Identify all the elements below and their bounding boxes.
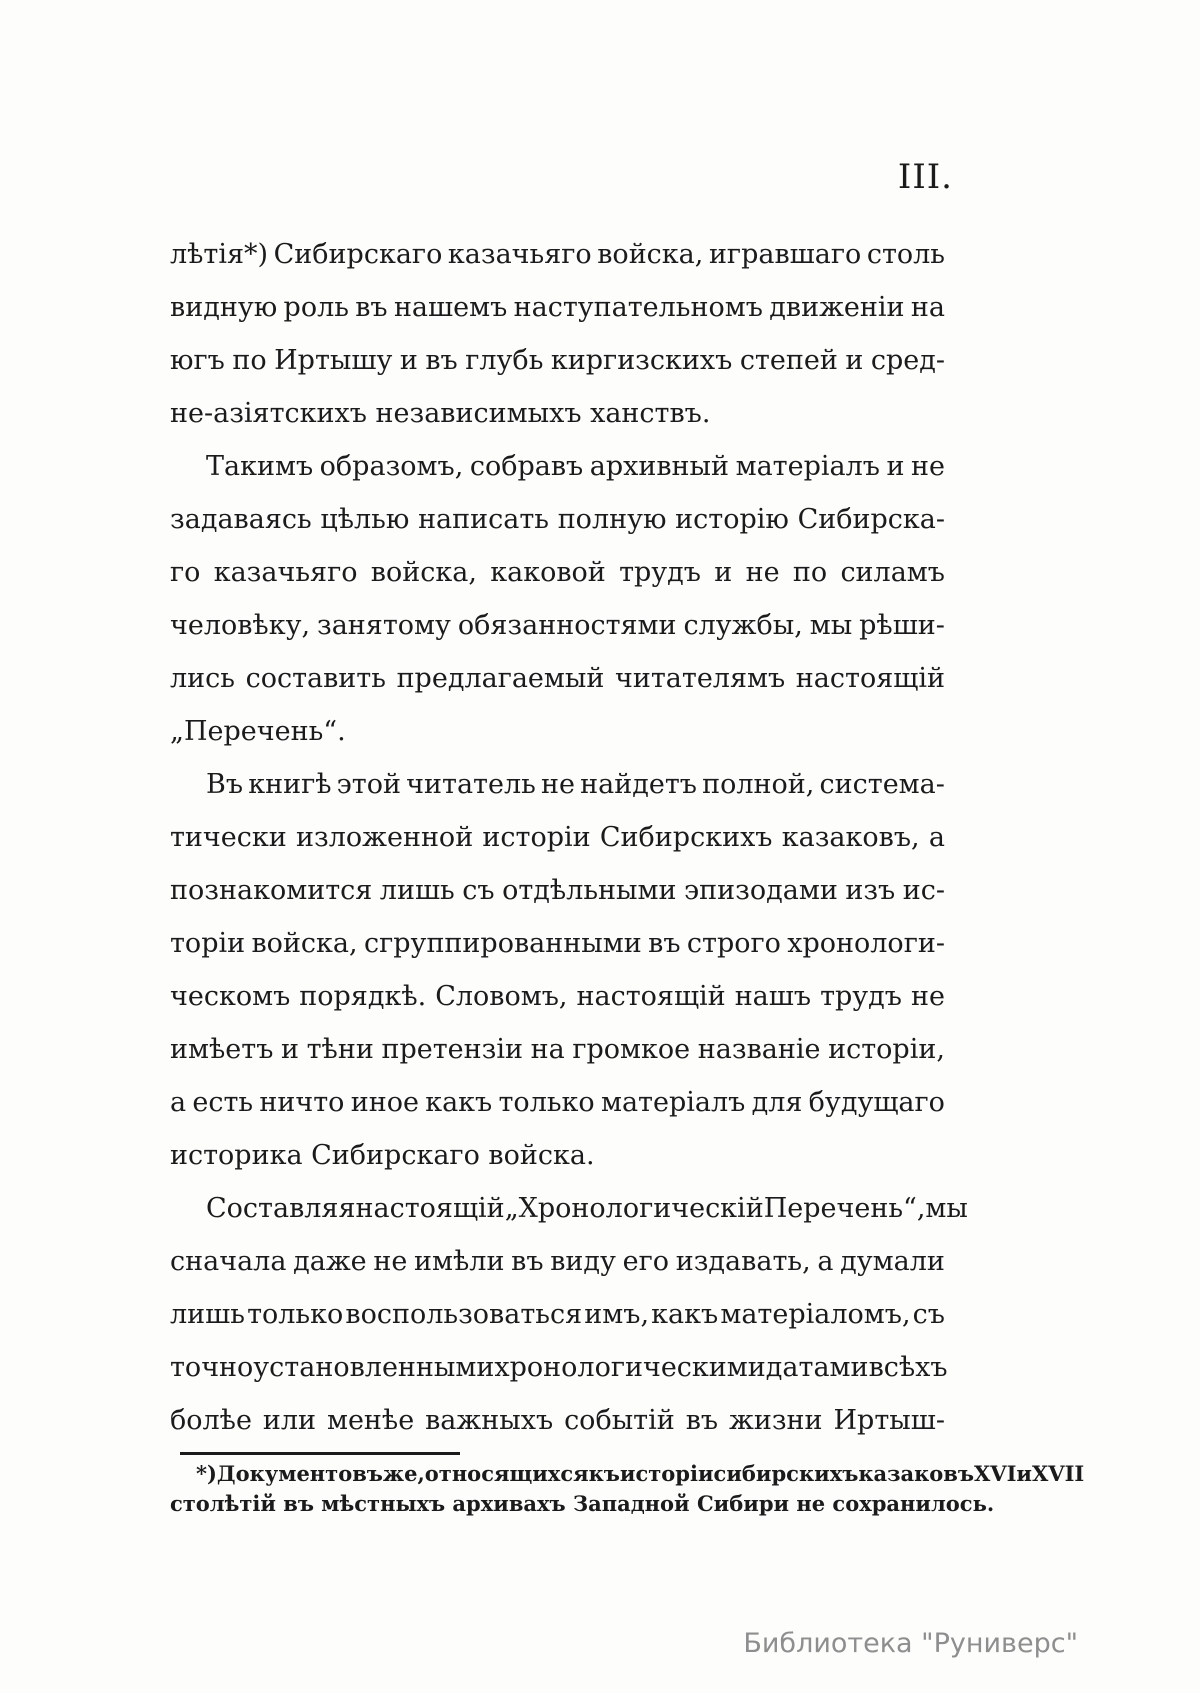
word: и (845, 345, 864, 376)
word: по (792, 557, 828, 588)
word: относящихся (424, 1461, 589, 1486)
text-line (170, 917, 945, 970)
word: глубь (465, 345, 544, 376)
word: система- (819, 769, 945, 800)
word: познакомится (170, 875, 373, 906)
footnote-line: столѣтій въ мѣстныхъ архивахъ Западной Сибири не сохранилось. (170, 1491, 995, 1516)
text-line (170, 1023, 945, 1076)
word: и (281, 1034, 299, 1065)
word: Перечень“, (763, 1193, 926, 1224)
word: игравшаго (708, 239, 862, 270)
word: службы, (683, 610, 803, 641)
word: менѣе (326, 1405, 415, 1436)
word: архивный (589, 451, 730, 482)
word: трудъ (619, 557, 701, 588)
text-line (170, 440, 945, 493)
word: не (540, 769, 575, 800)
word: Сибирскихъ (599, 822, 773, 853)
word: занятому (316, 610, 451, 641)
word: претензіи (381, 1034, 523, 1065)
text-line (170, 1341, 948, 1394)
word: образомъ, (319, 451, 464, 482)
word: имѣли (414, 1246, 505, 1277)
word: торіи (170, 928, 246, 959)
word: только (247, 1299, 344, 1330)
word: Такимъ (206, 451, 314, 482)
body-text (170, 228, 968, 1447)
word: казачьяго (447, 239, 592, 270)
word: изъ (845, 875, 896, 906)
text-line (170, 493, 945, 546)
word: настоящій (576, 981, 726, 1012)
word: лись (170, 663, 235, 694)
word: полной, (702, 769, 815, 800)
paragraph-4 (170, 1182, 968, 1447)
word: иное (350, 1087, 419, 1118)
word: мы (925, 1193, 968, 1224)
text-line (170, 1288, 945, 1341)
text-line (170, 334, 945, 387)
word: исторіи (482, 822, 591, 853)
text-line (170, 281, 945, 334)
word: обязанностями (457, 610, 677, 641)
word: не (910, 981, 945, 1012)
word: съ (912, 1299, 945, 1330)
word: не (745, 557, 780, 588)
word: нашъ (734, 981, 812, 1012)
word: мы (809, 610, 853, 641)
word: эпизодами (684, 875, 838, 906)
word: ческомъ (170, 981, 291, 1012)
paragraph-3 (170, 758, 945, 1182)
word: наступательномъ (513, 292, 763, 323)
word: Составляя (206, 1193, 356, 1224)
text-line (170, 1076, 945, 1129)
word: есть (192, 1087, 254, 1118)
word: XVI (973, 1461, 1017, 1486)
word: или (262, 1405, 317, 1436)
text-line (170, 1394, 945, 1447)
word: матеріалъ (600, 1087, 746, 1118)
word: исторіи (619, 1461, 714, 1486)
library-watermark: Библиотека "Руниверс" (743, 1628, 1078, 1659)
word: думали (840, 1246, 945, 1277)
word: всѣхъ (868, 1352, 948, 1383)
word: Иртышу (274, 345, 393, 376)
word: полную (557, 504, 667, 535)
word: цѣлью (320, 504, 410, 535)
word: киргизскихъ (550, 345, 733, 376)
word: Сибирска- (797, 504, 945, 535)
word: въ (425, 345, 458, 376)
word: этой (336, 769, 401, 800)
word: а (170, 1087, 187, 1118)
word: матеріалъ (735, 451, 880, 482)
word: казаковъ, (781, 822, 920, 853)
word: ничто (259, 1087, 345, 1118)
word: въ (648, 928, 681, 959)
word: хронологи- (787, 928, 945, 959)
text-line: не-азіятскихъ независимыхъ ханствъ. (170, 398, 711, 429)
word: же, (382, 1461, 425, 1486)
word: Документовъ (216, 1461, 383, 1486)
paragraph-1 (170, 228, 945, 440)
word: найдетъ (580, 769, 697, 800)
word: войска, (251, 928, 358, 959)
word: рѣши- (859, 610, 945, 641)
word: *) (196, 1461, 217, 1486)
word: отдѣльными (502, 875, 677, 906)
word: жизни (729, 1405, 823, 1436)
word: исторіи, (828, 1034, 945, 1065)
word: сначала (170, 1246, 287, 1277)
word: го (170, 557, 201, 588)
word: матеріаломъ, (720, 1299, 911, 1330)
word: имъ, (584, 1299, 650, 1330)
word: Иртыш- (833, 1405, 945, 1436)
word: и (714, 557, 733, 588)
word: настоящій (355, 1193, 505, 1224)
word: Словомъ, (435, 981, 568, 1012)
word: въ (685, 1405, 719, 1436)
word: предлагаемый (396, 663, 605, 694)
text-line: „Перечень“. (170, 716, 346, 747)
word: событій (564, 1405, 675, 1436)
word: сред- (870, 345, 945, 376)
word: установленными (253, 1352, 495, 1383)
word: степей (739, 345, 838, 376)
text-line (170, 228, 945, 281)
word: въ (511, 1246, 544, 1277)
word: и (886, 451, 905, 482)
word: какъ (425, 1087, 493, 1118)
word: изложенной (296, 822, 474, 853)
text-line (170, 811, 945, 864)
text-line (170, 652, 945, 705)
word: точно (170, 1352, 254, 1383)
word: казачьяго (213, 557, 358, 588)
word: ис- (902, 875, 945, 906)
word: важныхъ (425, 1405, 554, 1436)
word: столь (866, 239, 945, 270)
word: исторію (675, 504, 789, 535)
word: не (373, 1246, 408, 1277)
word: въ (355, 292, 388, 323)
word: задаваясь (170, 504, 312, 535)
word: лишь (170, 1299, 245, 1330)
text-line (170, 1235, 945, 1288)
word: видную (170, 292, 278, 323)
word: югъ (170, 345, 225, 376)
page-number: III. (897, 157, 953, 197)
word: лишь (379, 875, 455, 906)
word: книгѣ (248, 769, 332, 800)
word: болѣе (170, 1405, 252, 1436)
word: только (498, 1087, 595, 1118)
word: и (399, 345, 418, 376)
text-line (170, 864, 945, 917)
word: человѣку, (170, 610, 311, 641)
word: на (910, 292, 945, 323)
word: нашемъ (393, 292, 508, 323)
word: читателямъ (615, 663, 786, 694)
word: тически (170, 822, 287, 853)
word: „Хронологическій (504, 1193, 764, 1224)
word: войска, (370, 557, 477, 588)
word: а (928, 822, 945, 853)
word: каковой (490, 557, 606, 588)
word: собравъ (469, 451, 584, 482)
word: а (817, 1246, 834, 1277)
word: хронологическими (494, 1352, 766, 1383)
text-line (170, 970, 945, 1023)
text-line (170, 758, 945, 811)
footnote (170, 1459, 1085, 1519)
word: имѣетъ (170, 1034, 274, 1065)
word: XVII (1031, 1461, 1085, 1486)
word: датами (765, 1352, 869, 1383)
word: строго (686, 928, 781, 959)
word: издавать, (675, 1246, 811, 1277)
paragraph-2 (170, 440, 945, 758)
word: войска, (597, 239, 704, 270)
word: трудъ (820, 981, 902, 1012)
word: сгруппированными (364, 928, 642, 959)
word: порядкѣ. (299, 981, 427, 1012)
word: воспользоваться (345, 1299, 583, 1330)
word: громкое (572, 1034, 691, 1065)
word: виду (550, 1246, 616, 1277)
word: для (751, 1087, 803, 1118)
word: тѣни (306, 1034, 374, 1065)
word: на (530, 1034, 565, 1065)
word: какъ (651, 1299, 719, 1330)
word: сибирскихъ (713, 1461, 859, 1486)
text-line (170, 546, 945, 599)
word: настоящій (795, 663, 945, 694)
text-line (170, 599, 945, 652)
word: по (232, 345, 267, 376)
word: съ (462, 875, 495, 906)
word: къ (588, 1461, 620, 1486)
word: движеніи (769, 292, 905, 323)
word: Въ (206, 769, 244, 800)
word: и (1016, 1461, 1032, 1486)
word: читатель (406, 769, 536, 800)
word: названіе (697, 1034, 821, 1065)
footnote-line (170, 1459, 1085, 1489)
word: роль (283, 292, 349, 323)
word: лѣтія*) (170, 239, 269, 270)
word: казаковъ (858, 1461, 974, 1486)
word: составить (245, 663, 386, 694)
word: его (622, 1246, 670, 1277)
word: даже (293, 1246, 367, 1277)
word: Сибирскаго (273, 239, 443, 270)
footnote-separator (180, 1452, 460, 1455)
word: будущаго (808, 1087, 945, 1118)
word: силамъ (840, 557, 945, 588)
text-line (170, 1182, 968, 1235)
word: не (910, 451, 945, 482)
text-line: историка Сибирскаго войска. (170, 1140, 595, 1171)
word: написать (418, 504, 550, 535)
